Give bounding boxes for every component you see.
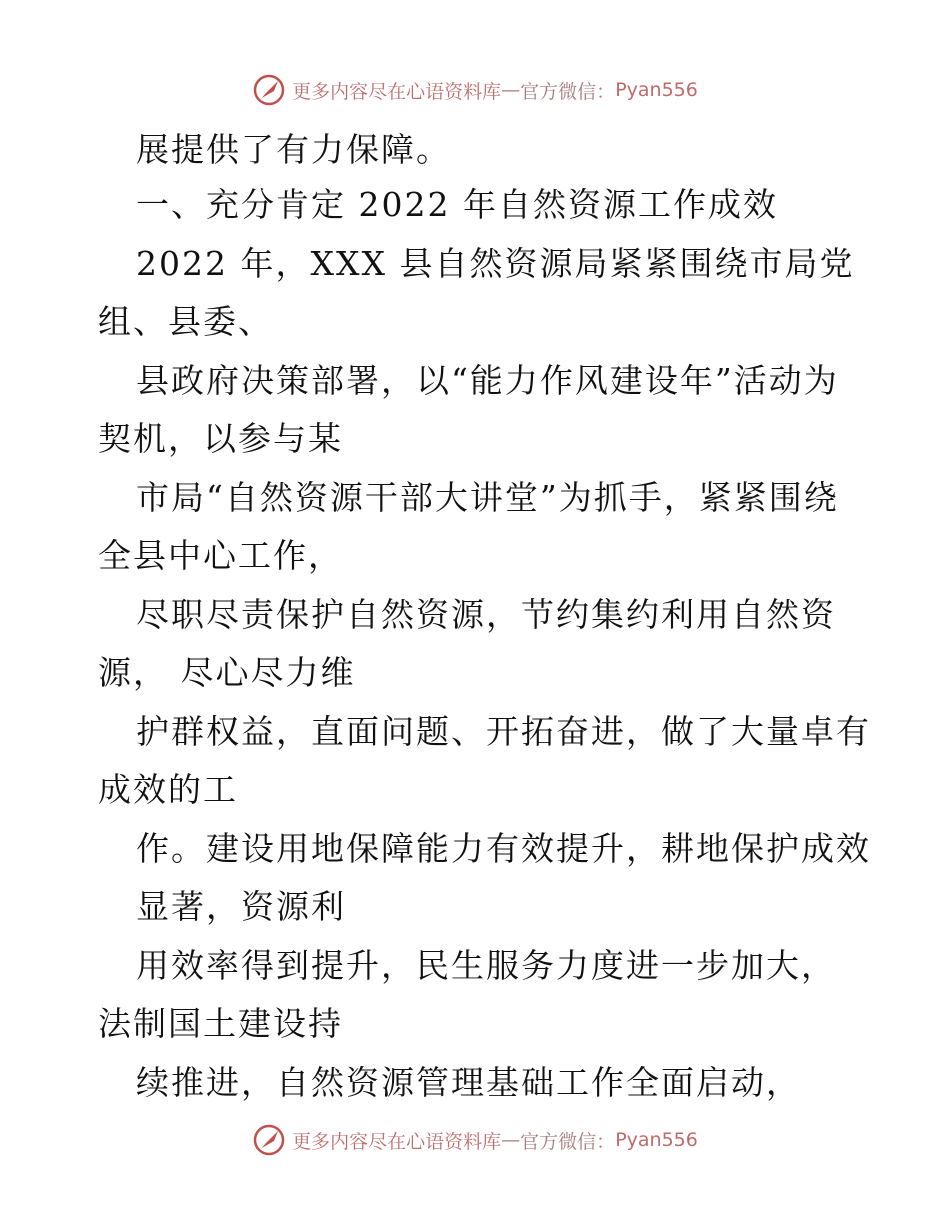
quill-logo-icon xyxy=(252,73,286,107)
body-line: 组、县委、 xyxy=(98,302,273,341)
body-line: 作。建设用地保障能力有效提升，耕地保护成效 xyxy=(136,829,871,868)
body-line: 尽职尽责保护自然资源，节约集约利用自然资 xyxy=(136,595,836,634)
body-line: 源， 尽心尽力维 xyxy=(98,653,356,692)
body-line: 护群权益，直面问题、开拓奋进，做了大量卓有 xyxy=(136,712,871,751)
body-line: 县政府决策部署，以“能力作风建设年”活动为 xyxy=(136,361,839,400)
body-line: 成效的工 xyxy=(98,770,238,809)
watermark-id: Pyan556 xyxy=(615,1129,698,1151)
section-heading: 一、充分肯定 2022 年自然资源工作成效 xyxy=(136,185,778,224)
watermark-id: Pyan556 xyxy=(615,79,698,101)
body-line: 显著，资源利 xyxy=(136,887,346,926)
footer-watermark xyxy=(0,1120,950,1160)
watermark-main-text: 更多内容尽在心语资料库 xyxy=(292,1130,502,1153)
watermark-dash: — xyxy=(501,1129,521,1151)
watermark-main-text: 更多内容尽在心语资料库 xyxy=(292,80,502,103)
watermark-sub-text: 官方微信： xyxy=(520,1130,616,1153)
body-line: 展提供了有力保障。 xyxy=(136,130,451,169)
watermark-dash: — xyxy=(501,79,521,101)
body-line: 法制国土建设持 xyxy=(98,1004,343,1043)
body-line: 全县中心工作， xyxy=(98,536,343,575)
body-line: 续推进，自然资源管理基础工作全面启动， xyxy=(136,1063,801,1102)
header-watermark xyxy=(0,70,950,110)
body-line: 用效率得到提升，民生服务力度进一步加大， xyxy=(136,946,836,985)
body-line: 2022 年，XXX 县自然资源局紧紧围绕市局党 xyxy=(136,244,855,283)
quill-logo-icon xyxy=(252,1123,286,1157)
body-line: 市局“自然资源干部大讲堂”为抓手，紧紧围绕 xyxy=(136,478,839,517)
body-line: 契机，以参与某 xyxy=(98,419,343,458)
watermark-sub-text: 官方微信： xyxy=(520,80,616,103)
